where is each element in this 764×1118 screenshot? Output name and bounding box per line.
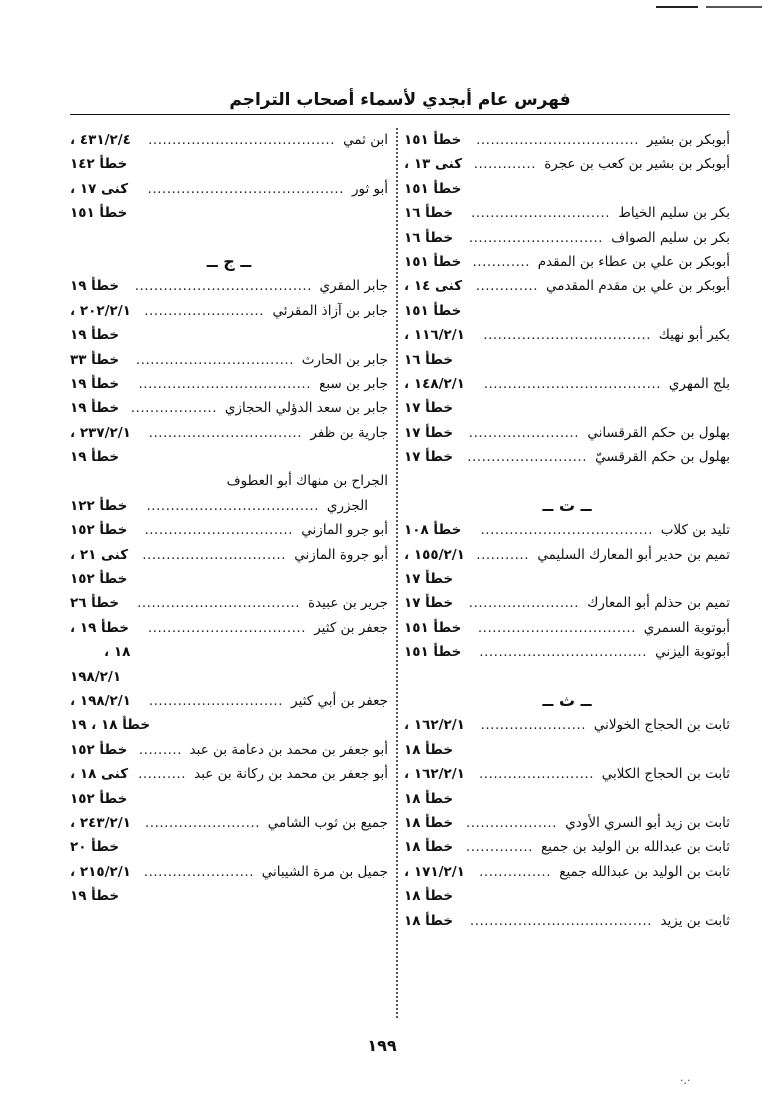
dot-leader: ................................. [477, 619, 636, 636]
entry-reference: خطأ ١٨ [404, 790, 454, 807]
entry-reference: ١٦٢/٢/١ ، [404, 766, 465, 783]
index-entry [70, 860, 388, 884]
entry-name: تميم بن حذلم أبو المعارك [587, 595, 730, 612]
entry-name: بكير أبو نهيك [658, 327, 730, 344]
index-entry [70, 323, 388, 347]
dot-leader: ................................... [483, 327, 651, 344]
entry-name: أبوبكر بن بشير بن كعب بن عجرة [544, 156, 730, 173]
index-entry [70, 177, 388, 201]
index-entry [70, 299, 388, 323]
entry-name: ثابت بن يزيد [660, 912, 730, 929]
index-entry [404, 372, 730, 396]
entry-name: الجراح بن منهاك أبو العطوف [226, 473, 388, 490]
entry-name: ثابت بن الوليد بن عبدالله جميع [559, 863, 730, 880]
entry-reference: ١٦٢/٢/١ ، [404, 717, 465, 734]
entry-reference: ٢١٥/٢/١ ، [70, 863, 131, 880]
dot-leader: ............. [473, 156, 536, 173]
entry-reference: خطأ ١٤٢ [70, 156, 128, 173]
dot-leader: ................................... [479, 644, 647, 661]
entry-reference: ١٥٥/٢/١ ، [404, 546, 465, 563]
dot-leader: ......... [138, 741, 182, 758]
entry-reference: ١٩٨/٢/١ [70, 668, 122, 685]
index-entry [70, 396, 388, 420]
entry-reference: خطأ ١٧ [404, 571, 454, 588]
index-entry [70, 445, 388, 469]
index-entry [404, 909, 730, 933]
index-entry [70, 201, 388, 225]
dot-leader: .............. [465, 839, 533, 856]
index-entry [70, 689, 388, 713]
dot-leader: ............................... [144, 522, 293, 539]
dot-leader: ....................... [468, 595, 579, 612]
entry-name: أبوتوبة اليزني [655, 644, 730, 661]
index-column-left [70, 128, 388, 1028]
entry-name: بكر بن سليم الصواف [611, 229, 730, 246]
index-entry [70, 274, 388, 298]
entry-name: جميع بن ثوب الشامي [267, 814, 388, 831]
index-entry [404, 665, 730, 689]
entry-name: بكر بن سليم الخياط [618, 205, 730, 222]
index-entry [70, 616, 388, 640]
entry-name: بهلول بن حكم القرقسيّ [595, 449, 730, 466]
index-entry [70, 713, 388, 737]
index-entry [70, 543, 388, 567]
index-entry [70, 738, 388, 762]
entry-reference: خطأ ٣٣ [70, 351, 120, 368]
index-entry [70, 591, 388, 615]
dot-leader: ......................... [467, 449, 587, 466]
entry-reference: خطأ ١٨ [404, 814, 454, 831]
dot-leader: ............................ [468, 229, 603, 246]
entry-reference: خطأ ١٧ [404, 424, 454, 441]
index-entry [404, 177, 730, 201]
dot-leader: ...................................... [469, 912, 652, 929]
index-entry [404, 860, 730, 884]
entry-reference: كنى ٢١ ، [70, 546, 129, 563]
entry-name: جميل بن مرة الشيباني [261, 863, 388, 880]
entry-name: بهلول بن حكم القرقساني [587, 424, 730, 441]
dot-leader: ......................... [144, 302, 264, 319]
entry-reference: خطأ ١٧ [404, 595, 454, 612]
index-entry [70, 787, 388, 811]
index-entry [70, 226, 388, 250]
entry-name: جارية بن ظفر [310, 424, 388, 441]
entry-reference: خطأ ١٨ ، ١٩ [70, 717, 151, 734]
index-entry [404, 152, 730, 176]
index-entry [70, 884, 388, 908]
entry-reference: خطأ ١٥٢ [70, 741, 128, 758]
dot-leader: ................... [465, 814, 557, 831]
dot-leader: .......... [138, 766, 186, 783]
entry-reference: ٢٠٢/٢/١ ، [70, 302, 131, 319]
index-entry [404, 469, 730, 493]
index-entry [404, 445, 730, 469]
index-entry [70, 152, 388, 176]
entry-reference: خطأ ١٥١ [404, 180, 462, 197]
entry-name: تميم بن حدير أبو المعارك السليمي [537, 546, 730, 563]
letter-heading: ــ ث ــ [542, 690, 592, 710]
entry-reference: ١٩٨/٢/١ ، [70, 692, 131, 709]
dot-leader: ............. [475, 278, 538, 295]
dot-leader: ....................................... [148, 132, 335, 148]
corner-rule-mark [706, 6, 762, 8]
entry-reference: كنى ١٨ ، [70, 766, 129, 783]
index-entry [404, 616, 730, 640]
dot-leader: .............................. [142, 546, 286, 563]
entry-name: جابر بن سعد الدؤلي الحجازي [224, 400, 388, 417]
entry-name: الجزري [326, 497, 368, 514]
entry-name: أبو جروة المازني [294, 546, 388, 563]
index-entry [404, 348, 730, 372]
dot-leader: ................................. [135, 351, 294, 368]
dot-leader: ..................................... [134, 278, 312, 295]
index-entry [70, 421, 388, 445]
entry-reference: خطأ ١٩ [70, 888, 120, 905]
index-entry [404, 421, 730, 445]
index-column-right [404, 128, 730, 1028]
entry-reference: خطأ ١٥١ [404, 644, 462, 661]
entry-reference: خطأ ١٢٢ [70, 497, 128, 514]
entry-name: ثابت بن زيد أبو السري الأودي [565, 814, 730, 831]
entry-name: أبوبكر بن علي بن مقدم المقدمي [545, 278, 730, 295]
entry-reference: خطأ ١٩ [70, 400, 120, 417]
index-entry [70, 518, 388, 542]
entry-reference: خطأ ١٨ [404, 888, 454, 905]
entry-name: ثابت بن الحجاج الخولاني [593, 717, 730, 734]
entry-reference: خطأ ١٩ [70, 278, 120, 295]
dot-leader: .................................... [480, 522, 653, 539]
dot-leader: ................................. [147, 619, 306, 636]
entry-name: جعفر بن أبي كثير [291, 692, 388, 709]
index-entry [70, 372, 388, 396]
entry-reference: خطأ ١٥٢ [70, 571, 128, 588]
entry-reference: ١٧١/٢/١ ، [404, 863, 465, 880]
entry-reference: خطأ ١٩ [70, 375, 120, 392]
entry-reference: ١٨ ، [104, 644, 131, 661]
entry-reference: خطأ ١٦ [404, 229, 454, 246]
entry-name: ثابت بن الحجاج الكلابي [601, 766, 730, 783]
entry-reference: خطأ ١٦ [404, 205, 454, 222]
entry-reference: خطأ ١٨ [404, 912, 454, 929]
entry-name: جعفر بن كثير [314, 619, 388, 636]
entry-reference: خطأ ١٥١ [404, 253, 462, 270]
index-entry [70, 128, 388, 152]
index-entry [70, 665, 388, 689]
entry-reference: خطأ ١٨ [404, 839, 454, 856]
entry-reference: خطأ ١٧ [404, 449, 454, 466]
index-entry [404, 713, 730, 737]
entry-reference: ١١٦/٢/١ ، [404, 327, 465, 344]
entry-reference: خطأ ١٠٨ [404, 522, 462, 539]
dot-leader: ....................... [143, 863, 254, 880]
dot-leader: .................................. [137, 595, 300, 612]
index-entry [404, 274, 730, 298]
entry-name: تليد بن كلاب [660, 522, 730, 539]
entry-reference: خطأ ١٩ ، [70, 619, 129, 636]
entry-name: جابر المقري [319, 278, 388, 295]
entry-reference: كنى ١٣ ، [404, 156, 463, 173]
index-entry [404, 835, 730, 859]
entry-reference: خطأ ٢٦ [70, 595, 120, 612]
dot-leader: .................................. [476, 132, 639, 148]
index-entry [404, 323, 730, 347]
letter-heading: ــ ج ــ [206, 251, 252, 271]
entry-reference: خطأ ١٥١ [404, 619, 462, 636]
index-entry [70, 348, 388, 372]
index-entry [404, 396, 730, 420]
index-entry [70, 811, 388, 835]
entry-name: أبوبكر بن بشير [646, 132, 730, 148]
entry-name: أبو جعفر بن محمد بن دعامة بن عبد [189, 741, 388, 758]
index-entry [70, 494, 388, 518]
index-entry [404, 640, 730, 664]
dot-leader: ........................ [479, 766, 594, 783]
entry-reference: ٢٣٧/٢/١ ، [70, 424, 131, 441]
entry-reference: خطأ ١٥٢ [70, 790, 128, 807]
index-entry [70, 835, 388, 859]
index-entry [404, 762, 730, 786]
entry-reference: ١٤٨/٢/١ ، [404, 375, 465, 392]
entry-name: أبوتوبة السمري [643, 619, 730, 636]
dot-leader: .................................... [146, 497, 319, 514]
entry-reference: خطأ ١٩ [70, 449, 120, 466]
dot-leader: ...................... [480, 717, 586, 734]
entry-reference: ٢٤٣/٢/١ ، [70, 814, 131, 831]
entry-reference: خطأ ١٨ [404, 741, 454, 758]
entry-name: جابر بن آزاذ المقرئي [272, 302, 388, 319]
index-entry [404, 811, 730, 835]
entry-reference: خطأ ٢٠ [70, 839, 120, 856]
index-entry [404, 567, 730, 591]
entry-reference: ٤٣١/٢/٤ ، [70, 132, 131, 148]
entry-name: جرير بن عبيدة [308, 595, 388, 612]
dot-leader: ......................................... [147, 180, 344, 197]
column-divider [396, 128, 398, 1018]
index-entry [404, 884, 730, 908]
entry-name: جابر بن سبع [319, 375, 388, 392]
dot-leader: ............... [479, 863, 551, 880]
index-entry [70, 762, 388, 786]
dot-leader: ............ [472, 253, 530, 270]
entry-reference: خطأ ١٦ [404, 351, 454, 368]
entry-name: بلج المهري [668, 375, 730, 392]
corner-rule-mark [656, 6, 698, 8]
index-entry [70, 640, 388, 664]
entry-name: أبو جعفر بن محمد بن ركانة بن عبد [194, 766, 388, 783]
index-entry [404, 591, 730, 615]
dot-leader: ....................... [468, 424, 579, 441]
entry-name: جابر بن الحارث [301, 351, 388, 368]
margin-mark: ·.· [680, 1074, 691, 1087]
index-entry [404, 128, 730, 152]
dot-leader: ........................ [145, 814, 260, 831]
index-entry [70, 469, 388, 493]
entry-name: أبو جرو المازني [301, 522, 388, 539]
index-entry [70, 567, 388, 591]
dot-leader: .................. [130, 400, 217, 417]
dot-leader: ........... [476, 546, 529, 563]
index-entry [404, 201, 730, 225]
index-entry [404, 543, 730, 567]
entry-reference: خطأ ١٥٢ [70, 522, 128, 539]
index-entry [404, 299, 730, 323]
entry-reference: خطأ ١٥١ [404, 132, 462, 148]
dot-leader: ............................. [471, 205, 610, 222]
entry-name: ابن ثمي [343, 132, 388, 148]
letter-heading: ــ ت ــ [542, 495, 592, 515]
index-page [70, 128, 730, 1028]
entry-name: ثابت بن عبدالله بن الوليد بن جميع [540, 839, 730, 856]
index-entry [404, 518, 730, 542]
dot-leader: ............................ [148, 692, 283, 709]
entry-reference: خطأ ١٩ [70, 327, 120, 344]
entry-name: أبو ثور [351, 180, 388, 197]
dot-leader: .................................... [138, 375, 311, 392]
entry-reference: خطأ ١٥١ [404, 302, 462, 319]
entry-reference: خطأ ١٥١ [70, 205, 128, 222]
page-number: ١٩٩ [367, 1036, 397, 1055]
index-entry [404, 738, 730, 762]
running-header: فهرس عام أبجدي لأسماء أصحاب التراجم [70, 86, 730, 115]
dot-leader: ..................................... [483, 375, 661, 392]
entry-reference: كنى ١٧ ، [70, 180, 129, 197]
index-entry [404, 787, 730, 811]
index-entry [404, 226, 730, 250]
dot-leader: ................................ [148, 424, 302, 441]
entry-name: أبوبكر بن علي بن عطاء بن المقدم [537, 253, 730, 270]
index-entry [404, 250, 730, 274]
entry-reference: خطأ ١٧ [404, 400, 454, 417]
entry-reference: كنى ١٤ ، [404, 278, 463, 295]
